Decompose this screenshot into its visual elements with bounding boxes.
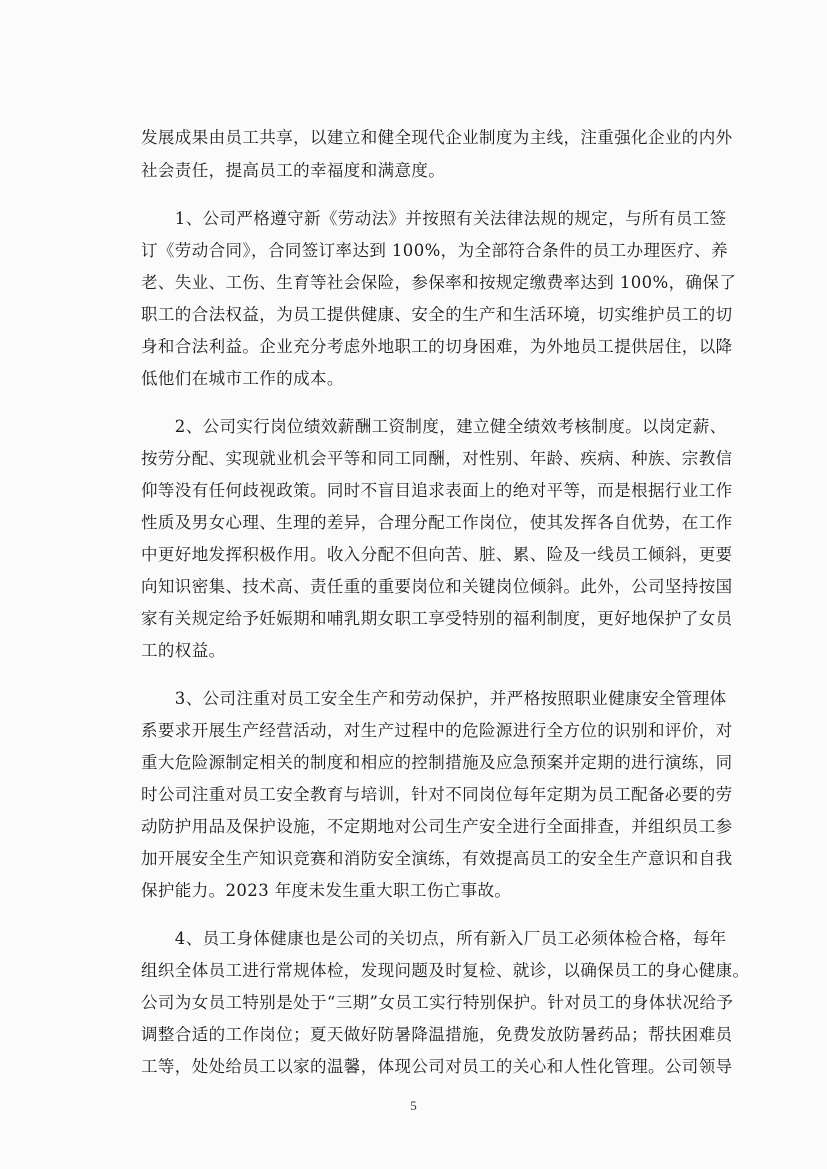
text-line: 仰等没有任何歧视政策。同时不盲目追求表面上的绝对平等，而是根据行业工作 [141,481,733,500]
text-line: 调整合适的工作岗位；夏天做好防暑降温措施，免费发放防暑药品；帮扶困难员 [141,1025,733,1044]
text-line: 系要求开展生产经营活动，对生产过程中的危险源进行全方位的识别和评价，对 [141,721,733,740]
text-line: 3、公司注重对员工安全生产和劳动保护，并严格按照职业健康安全管理体 [141,689,727,708]
text-line: 中更好地发挥积极作用。收入分配不但向苦、脏、累、险及一线员工倾斜，更要 [141,545,733,564]
text-line: 低他们在城市工作的成本。 [141,369,344,388]
text-line: 公司为女员工特别是处于“三期”女员工实行特别保护。针对员工的身体状况给予 [141,993,734,1012]
text-line: 保护能力。2023 年度未发生重大职工伤亡事故。 [141,881,512,900]
text-line: 按劳分配、实现就业机会平等和同工同酬，对性别、年龄、疾病、种族、宗教信 [141,449,733,468]
text-line: 加开展安全生产知识竞赛和消防安全演练，有效提高员工的安全生产意识和自我 [141,849,733,868]
text-line: 时公司注重对员工安全教育与培训，针对不同岗位每年定期为员工配备必要的劳 [141,785,733,804]
text-line: 动防护用品及保护设施，不定期地对公司生产安全进行全面排查，并组织员工参 [141,817,733,836]
text-line: 家有关规定给予妊娠期和哺乳期女职工享受特别的福利制度，更好地保护了女员 [141,609,733,628]
text-line: 1、公司严格遵守新《劳动法》并按照有关法律法规的规定，与所有员工签 [141,209,727,228]
text-line: 发展成果由员工共享，以建立和健全现代企业制度为主线，注重强化企业的内外 [141,128,733,147]
text-line: 性质及男女心理、生理的差异，合理分配工作岗位，使其发挥各自优势，在工作 [141,513,733,532]
text-line: 向知识密集、技术高、责任重的重要岗位和关键岗位倾斜。此外，公司坚持按国 [141,577,733,596]
page-number: 5 [410,1098,417,1113]
text-line: 4、员工身体健康也是公司的关切点，所有新入厂员工必须体检合格，每年 [141,929,727,948]
text-line: 工等，处处给员工以家的温馨，体现公司对员工的关心和人性化管理。公司领导 [141,1057,733,1076]
text-line: 订《劳动合同》，合同签订率达到 100%，为全部符合条件的员工办理医疗、养 [141,241,728,260]
text-line: 组织全体员工进行常规体检，发现问题及时复检、就诊，以确保员工的身心健康。 [141,961,750,980]
text-line: 社会责任，提高员工的幸福度和满意度。 [141,161,446,180]
text-line: 2、公司实行岗位绩效薪酬工资制度，建立健全绩效考核制度。以岗定薪、 [141,417,727,436]
text-line: 身和合法利益。企业充分考虑外地职工的切身困难，为外地员工提供居住，以降 [141,337,733,356]
text-line: 重大危险源制定相关的制度和相应的控制措施及应急预案并定期的进行演练，同 [141,753,733,772]
text-line: 工的权益。 [141,641,226,660]
text-line: 老、失业、工伤、生育等社会保险，参保率和按规定缴费率达到 100%，确保了 [141,273,737,292]
text-line: 职工的合法权益，为员工提供健康、安全的生产和生活环境，切实维护员工的切 [141,305,733,324]
